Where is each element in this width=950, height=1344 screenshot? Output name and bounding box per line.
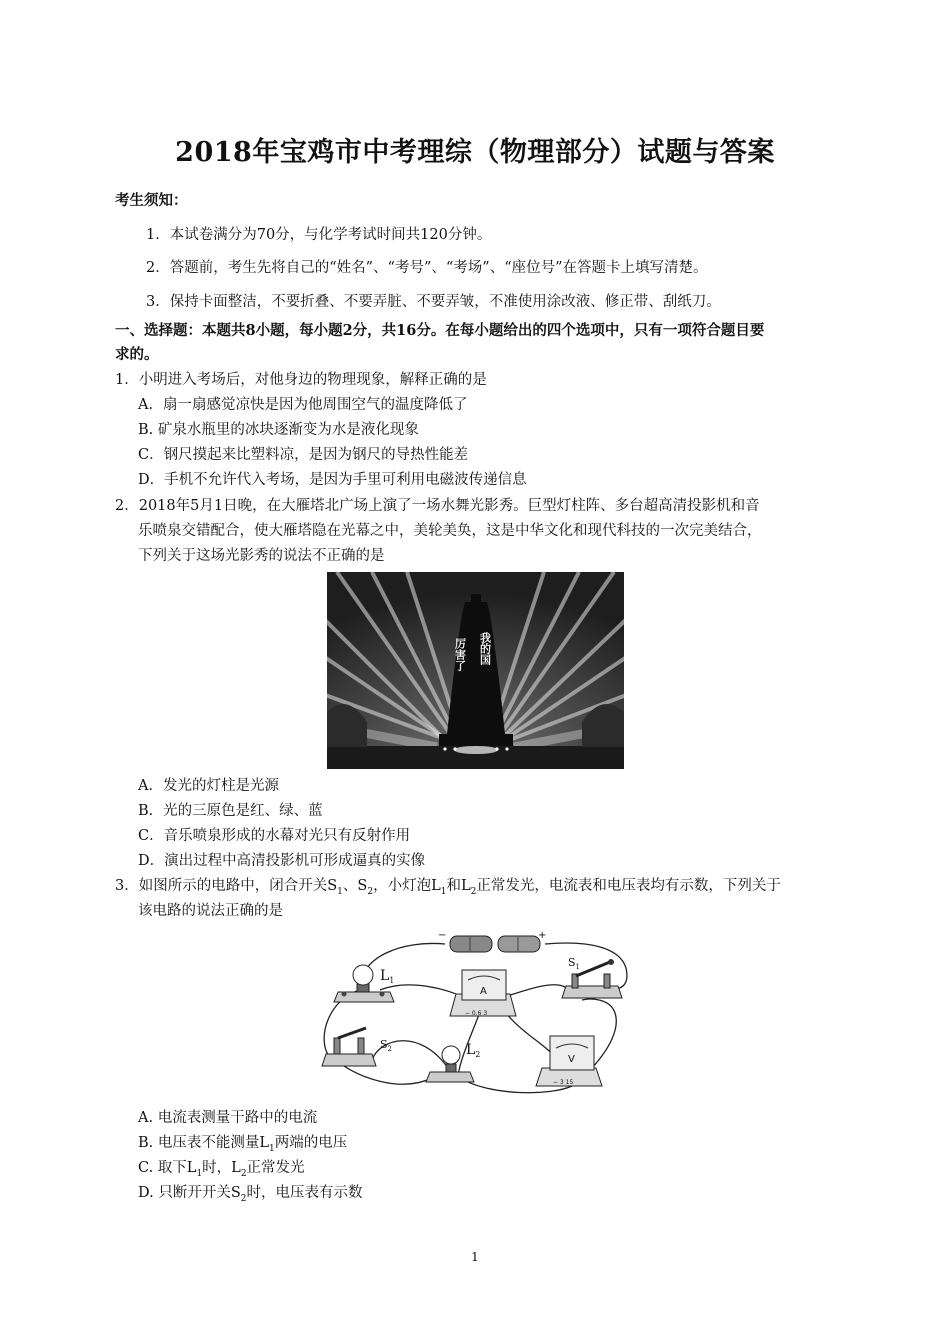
bulb-l2-icon xyxy=(426,1042,480,1082)
page-number: 1 xyxy=(471,1250,479,1264)
question-3-stem: 3．如图所示的电路中，闭合开关$S_1$、$S_2$，小灯泡$L_1$和$L_2$正常发光，电流表和电压表均有示数，下列关于 xyxy=(115,878,781,897)
notice-heading: 考生须知： xyxy=(115,192,188,209)
switch-s2-icon xyxy=(322,1028,392,1066)
voltmeter-terminals: − 3 15 xyxy=(553,1079,574,1086)
s1-label: $S_1$ xyxy=(568,956,581,971)
q3-option-d: D. 只断开开关$S_2$时，电压表有示数 xyxy=(138,1185,363,1204)
q2-option-d: D．演出过程中高清投影机可形成逼真的实像 xyxy=(138,853,426,869)
q3-option-c: C. 取下$L_1$时，$L_2$正常发光 xyxy=(138,1160,305,1179)
photo-text-right: 我的国 xyxy=(478,632,492,665)
q3-option-a: A. 电流表测量干路中的电流 xyxy=(138,1110,318,1126)
notice-item-1: 1．本试卷满分为70分，与化学考试时间共120分钟。 xyxy=(146,227,492,243)
q2-option-c: C．音乐喷泉形成的水幕对光只有反射作用 xyxy=(138,828,411,844)
q2-option-b: B．光的三原色是红、绿、蓝 xyxy=(138,803,323,819)
circuit-diagram xyxy=(320,928,632,1106)
l2-label: $L_2$ xyxy=(466,1042,481,1059)
question-2-stem-line2: 乐喷泉交错配合，使大雁塔隐在光幕之中，美轮美奂，这是中华文化和现代科技的一次完美结合， xyxy=(138,523,762,539)
notice-item-2: 2．答题前，考生先将自己的“姓名”、“考号”、“考场”、“座位号”在答题卡上填写清楚。 xyxy=(146,260,708,276)
q2-option-a: A．发光的灯柱是光源 xyxy=(138,778,279,794)
question-2-stem: 2．2018年5月1日晚，在大雁塔北广场上演了一场水舞光影秀。巨型灯柱阵、多台超高清投影机和音 xyxy=(115,498,760,514)
bulb-l1-icon xyxy=(334,965,394,1002)
photo-text-left: 厉害了 xyxy=(453,638,467,671)
ammeter-label: A xyxy=(480,986,487,997)
voltmeter-label: V xyxy=(568,1054,575,1065)
q3-option-b: B. 电压表不能测量$L_1$两端的电压 xyxy=(138,1135,348,1154)
q1-option-b: B. 矿泉水瓶里的冰块逐渐变为水是液化现象 xyxy=(138,422,419,438)
q1-option-a: A．扇一扇感觉凉快是因为他周围空气的温度降低了 xyxy=(138,397,468,413)
section-heading: 一、选择题：本题共8小题，每小题2分，共16分。在每小题给出的四个选项中，只有一项符合题目要 xyxy=(115,322,765,339)
battery-plus-label: + xyxy=(538,930,547,941)
question-1-stem: 1．小明进入考场后，对他身边的物理现象，解释正确的是 xyxy=(115,372,487,388)
q1-option-d: D．手机不允许代入考场，是因为手里可利用电磁波传递信息 xyxy=(138,472,527,488)
light-show-photo xyxy=(327,572,624,769)
s2-label: $S_2$ xyxy=(380,1038,393,1053)
page-title: 2018年宝鸡市中考理综（物理部分）试题与答案 xyxy=(175,137,775,168)
battery-minus-label: − xyxy=(438,930,447,941)
ammeter-icon xyxy=(450,970,516,1017)
battery-icon xyxy=(438,930,546,952)
ammeter-terminals: − 0.6 3 xyxy=(465,1010,488,1017)
q1-option-c: C．钢尺摸起来比塑料凉，是因为钢尺的导热性能差 xyxy=(138,447,469,463)
l1-label: $L_1$ xyxy=(380,968,395,985)
notice-item-3: 3．保持卡面整洁，不要折叠、不要弄脏、不要弄皱，不准使用涂改液、修正带、刮纸刀。 xyxy=(146,294,721,310)
voltmeter-icon xyxy=(536,1036,602,1086)
section-heading-cont: 求的。 xyxy=(115,346,159,363)
question-3-stem-line2: 该电路的说法正确的是 xyxy=(138,903,283,919)
switch-s1-icon xyxy=(562,956,622,998)
question-2-stem-line3: 下列关于这场光影秀的说法不正确的是 xyxy=(138,548,385,564)
